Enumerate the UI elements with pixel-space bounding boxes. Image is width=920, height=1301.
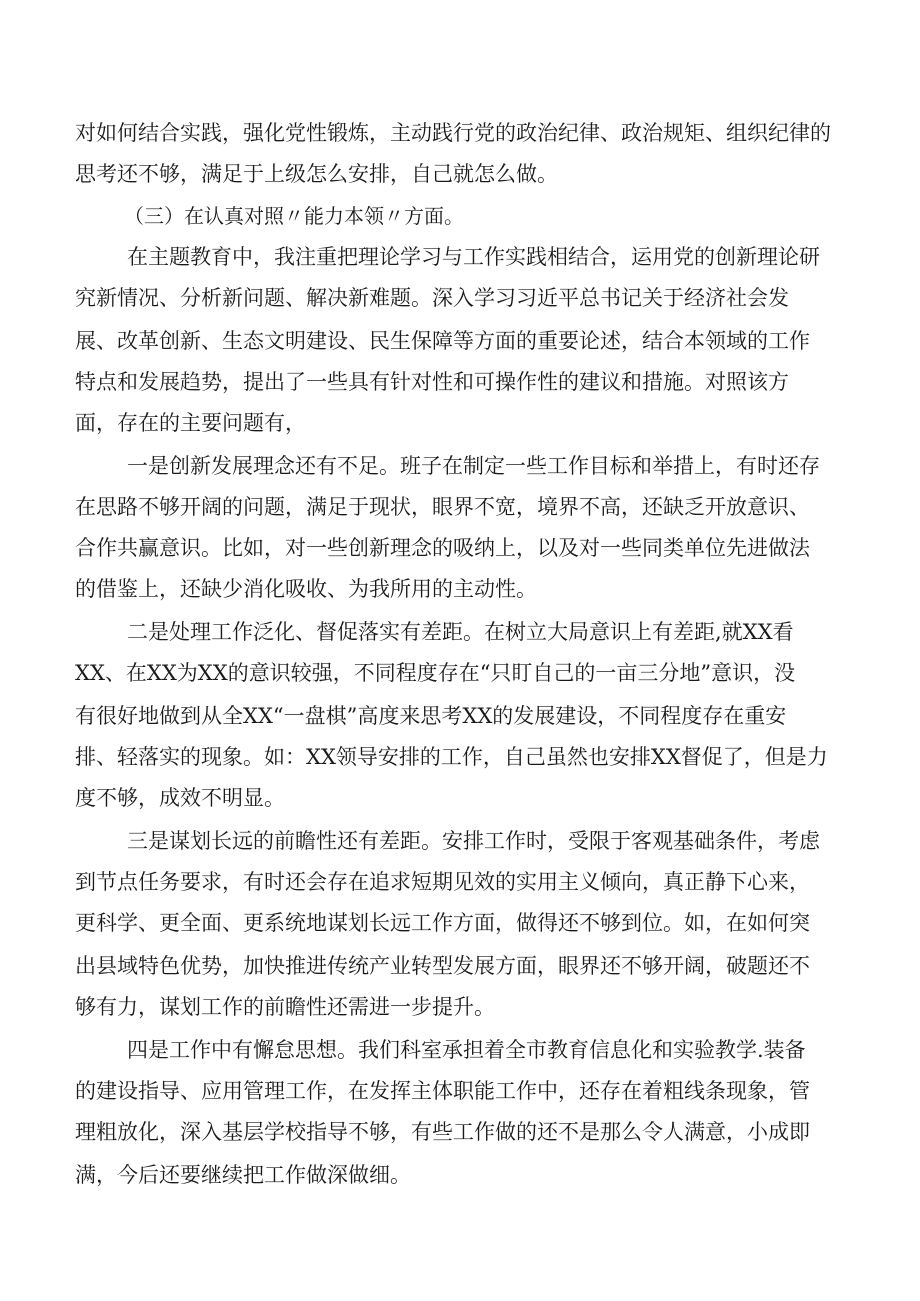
text-line: 二是处理工作泛化、督促落实有差距。在树立大局意识上有差距,就XX看 <box>127 620 794 644</box>
text-line: 四是工作中有懈怠思想。我们科室承担着全市教育信息化和实验教学.装备 <box>127 1038 806 1062</box>
text-line: 一是创新发展理念还有不足。班子在制定一些工作目标和举措上，有时还存 <box>127 454 820 478</box>
text-line: 面，存在的主要问题有， <box>75 411 306 435</box>
text-line: 在思路不够开阔的问题，满足于现状，眼界不宽，境界不高，还缺乏开放意识、 <box>75 495 810 519</box>
text-line: 的借鉴上，还缺少消化吸收、为我所用的主动性。 <box>75 577 537 601</box>
text-line: 理粗放化，深入基层学校指导不够，有些工作做的还不是那么令人满意，小成即 <box>75 1120 810 1144</box>
text-line: XX、在XX为XX的意识较强，不同程度存在“只盯自己的一亩三分地”意识，没 <box>75 661 796 685</box>
text-line: 在主题教育中，我注重把理论学习与工作实践相结合，运用党的创新理论研 <box>127 245 820 269</box>
text-line: 出县域特色优势，加快推进传统产业转型发展方面，眼界还不够开阔，破题还不 <box>75 954 810 978</box>
text-line: 满，今后还要继续把工作做深做细。 <box>75 1163 411 1187</box>
text-line: 展、改革创新、生态文明建设、民生保障等方面的重要论述，结合本领域的工作 <box>75 329 810 353</box>
text-line: 度不够，成效不明显。 <box>75 786 285 810</box>
text-line: 到节点任务要求，有时还会存在追求短期见效的实用主义倾向，真正静下心来， <box>75 870 810 894</box>
text-line: 三是谋划长远的前瞻性还有差距。安排工作时，受限于客观基础条件，考虑 <box>127 829 820 853</box>
section-heading-text: （三）在认真对照〃能力本领〃方面。 <box>124 204 464 228</box>
text-line: 对如何结合实践，强化党性锻炼，主动践行党的政治纪律、政治规矩、组织纪律的 <box>75 121 831 145</box>
text-line: 合作共赢意识。比如，对一些创新理念的吸纳上，以及对一些同类单位先进做法 <box>75 536 810 560</box>
text-line: 的建设指导、应用管理工作，在发挥主体职能工作中，还存在着粗线条现象，管 <box>75 1079 810 1103</box>
text-line: 更科学、更全面、更系统地谋划长远工作方面，做得还不够到位。如，在如何突 <box>75 911 810 935</box>
text-line: 够有力，谋划工作的前瞻性还需进一步提升。 <box>75 995 495 1019</box>
text-line: 排、轻落实的现象。如：XX领导安排的工作，自己虽然也安排XX督促了，但是力 <box>75 745 828 769</box>
text-line: 究新情况、分析新问题、解决新难题。深入学习习近平总书记关于经济社会发 <box>75 286 789 310</box>
text-line: 特点和发展趋势，提出了一些具有针对性和可操作性的建议和措施。对照该方 <box>75 370 789 394</box>
text-line: 有很好地做到从全XX“一盘棋”高度来思考XX的发展建设，不同程度存在重安 <box>75 704 787 728</box>
text-line: 思考还不够，满足于上级怎么安排，自己就怎么做。 <box>75 162 558 186</box>
